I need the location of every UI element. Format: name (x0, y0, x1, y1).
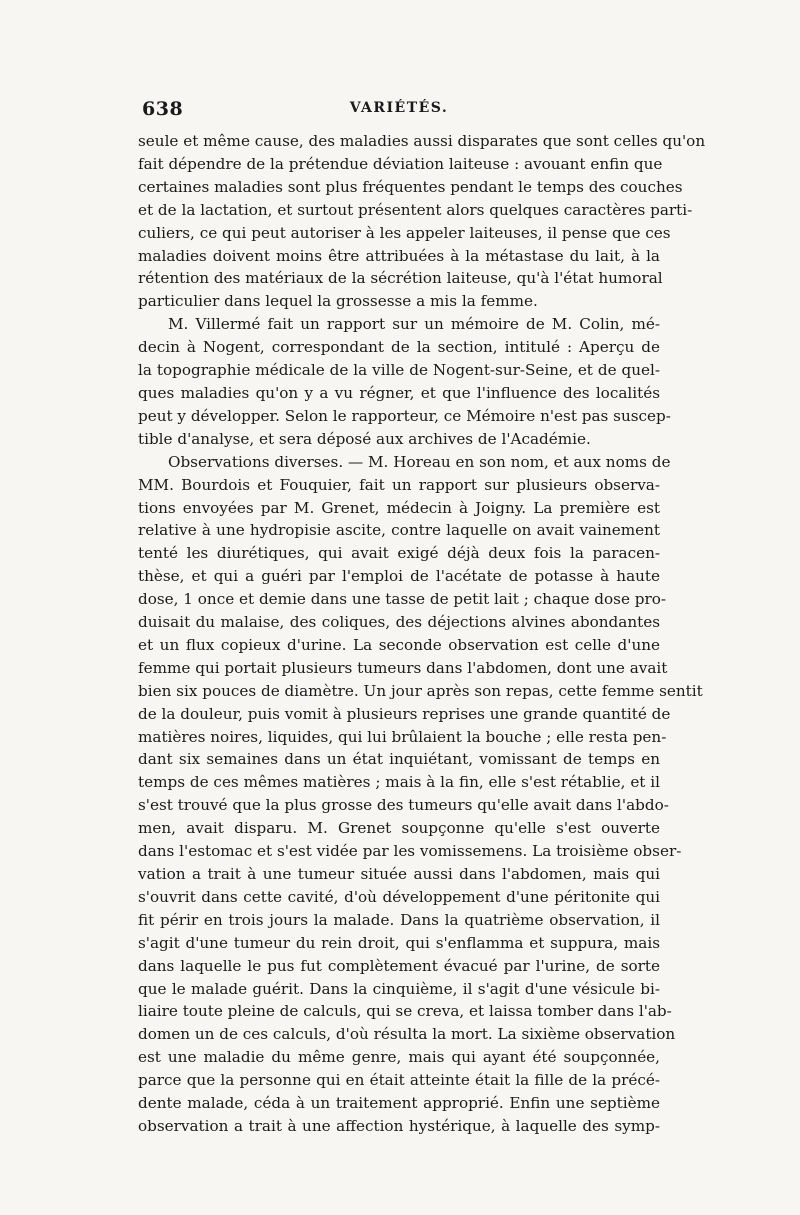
text-line: vation a trait à une tumeur située aussi dans l'abdomen, mais qui (138, 865, 660, 883)
text-line: domen un de ces calculs, d'où résulta la mort. La sixième observation (138, 1025, 676, 1044)
text-line: observation a trait à une affection hystérique, à laquelle des symp- (138, 1116, 660, 1135)
page-number: 638 (142, 98, 184, 120)
text-line: et un flux copieux d'urine. La seconde observation est celle d'une (138, 635, 660, 654)
text-line: maladies doivent moins être attribuées à la métastase du lait, à la (138, 246, 660, 265)
text-line: que le malade guérit. Dans la cinquième, il s'agit d'une vésicule bi- (138, 979, 660, 998)
text-line: s'ouvrit dans cette cavité, d'où développement d'une péritonite qui (138, 887, 660, 906)
text-line: s'agit d'une tumeur du rein droit, qui s'enflamma et suppura, mais (138, 933, 660, 952)
body-text (138, 130, 706, 1138)
text-line: men, avait disparu. M. Grenet soupçonne qu'elle s'est ouverte (138, 819, 660, 838)
text-line: est une maladie du même genre, mais qui ayant été soupçonnée, (138, 1048, 660, 1067)
text-line: de la douleur, puis vomit à plusieurs reprises une grande quantité de (138, 704, 671, 723)
text-line: liaire toute pleine de calculs, qui se creva, et laissa tomber dans l'ab- (138, 1002, 672, 1021)
text-line: tenté les diurétiques, qui avait exigé déjà deux fois la paracen- (138, 544, 660, 563)
text-line: ques maladies qu'on y a vu régner, et que l'influence des localités (138, 383, 660, 402)
text-line: dant six semaines dans un état inquiétant, vomissant de temps en (138, 750, 660, 769)
text-line: dans l'estomac et s'est vidée par les vomissemens. La troisième obser- (138, 842, 682, 861)
text-line: fait dépendre de la prétendue déviation laiteuse : avouant enfin que (138, 154, 663, 173)
text-line: culiers, ce qui peut autoriser à les appeler laiteuses, il pense que ces (138, 223, 671, 242)
text-line: fit périr en trois jours la malade. Dans la quatrième observation, il (138, 910, 660, 929)
text-line: et de la lactation, et surtout présentent alors quelques caractères parti- (138, 200, 693, 219)
text-line: Observations diverses. — M. Horeau en son nom, et aux noms de (168, 452, 671, 471)
text-line: dans laquelle le pus fut complètement évacué par l'urine, de sorte (138, 956, 660, 975)
text-line: decin à Nogent, correspondant de la section, intitulé : Aperçu de (138, 338, 660, 357)
text-line: duisait du malaise, des coliques, des déjections alvines abondantes (138, 613, 660, 632)
text-line: thèse, et qui a guéri par l'emploi de l'acétate de potasse à haute (138, 567, 660, 586)
text-line: temps de ces mêmes matières ; mais à la fin, elle s'est rétablie, et il (138, 773, 660, 792)
text-line: dente malade, céda à un traitement approprié. Enfin une septième (138, 1094, 660, 1113)
text-line: relative à une hydropisie ascite, contre laquelle on avait vainement (138, 521, 660, 540)
text-line: rétention des matériaux de la sécrétion laiteuse, qu'à l'état humoral (138, 269, 663, 288)
text-line: particulier dans lequel la grossesse a mis la femme. (138, 292, 538, 311)
text-line: seule et même cause, des maladies aussi disparates que sont celles qu'on (138, 132, 706, 150)
text-line: peut y développer. Selon le rapporteur, ce Mémoire n'est pas suscep- (138, 406, 671, 425)
running-header (138, 98, 660, 124)
text-line: matières noires, liquides, qui lui brûlaient la bouche ; elle resta pen- (138, 727, 667, 746)
text-line: femme qui portait plusieurs tumeurs dans l'abdomen, dont une avait (138, 658, 668, 677)
text-line: MM. Bourdois et Fouquier, fait un rapport sur plusieurs observa- (138, 475, 660, 494)
text-line: parce que la personne qui en était atteinte était la fille de la précé- (138, 1071, 660, 1090)
text-line: la topographie médicale de la ville de Nogent-sur-Seine, et de quel- (138, 361, 660, 380)
text-line: dose, 1 once et demie dans une tasse de petit lait ; chaque dose pro- (138, 590, 667, 609)
text-line: tible d'analyse, et sera déposé aux archives de l'Académie. (138, 429, 591, 448)
text-line: s'est trouvé que la plus grosse des tumeurs qu'elle avait dans l'abdo- (138, 796, 669, 815)
running-title: VARIÉTÉS. (349, 100, 449, 116)
text-line: M. Villermé fait un rapport sur un mémoire de M. Colin, mé- (168, 315, 660, 334)
text-line: bien six pouces de diamètre. Un jour après son repas, cette femme sentit (138, 681, 703, 700)
text-line: tions envoyées par M. Grenet, médecin à Joigny. La première est (138, 498, 660, 517)
text-line: certaines maladies sont plus fréquentes pendant le temps des couches (138, 177, 683, 196)
